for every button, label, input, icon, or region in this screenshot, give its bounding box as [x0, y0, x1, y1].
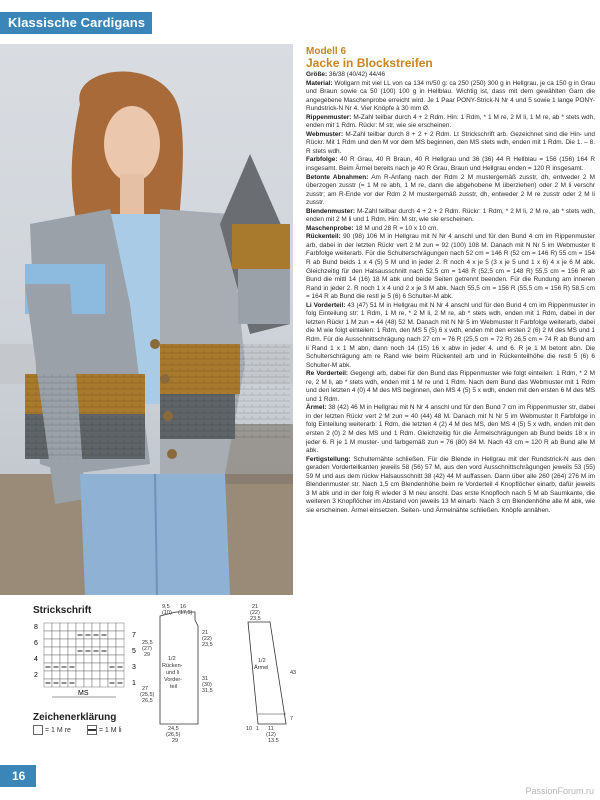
chart-cell — [68, 655, 76, 663]
sleeve-label: Ärmel — [254, 665, 269, 671]
chart-cell — [60, 623, 68, 631]
paragraph-weave: Webmuster: M-Zahl teilbar durch 8 + 2 + 2 Rdm. Lt Strickschrift arb. Gezeichnet sind die Hin- und Rückr. Mit 1 Rdm und den M vor dem MS beginnen, den MS stets wdh, enden mit 1 Rdm. Die 1. – 8. R stets wdh. — [306, 130, 595, 155]
chart-cell — [108, 631, 116, 639]
row-label: 4 — [34, 656, 38, 663]
chart-cell — [100, 655, 108, 663]
dim: 29 — [144, 652, 151, 658]
watermark: PassionForum.ru — [525, 786, 594, 796]
chart-cell — [108, 639, 116, 647]
legend-title: Zeichenerklärung — [33, 712, 117, 723]
model-name: Jacke in Blockstreifen — [306, 56, 433, 70]
chart-cell — [60, 639, 68, 647]
dim: 31,5 — [202, 688, 213, 694]
page-number-box — [0, 765, 36, 787]
dim: 13,5 — [268, 738, 279, 742]
chart-cell — [60, 647, 68, 655]
chart-cell — [52, 655, 60, 663]
dim: 29 — [172, 738, 179, 742]
chart-cell — [76, 623, 84, 631]
body-label: 1/2 — [168, 656, 176, 662]
row-label: 7 — [132, 632, 136, 639]
row-label: 6 — [34, 640, 38, 647]
row-label: 1 — [132, 680, 136, 687]
chart-cell — [116, 671, 124, 679]
chart-cell — [84, 671, 92, 679]
dim: 27 — [142, 686, 149, 692]
dim: 11 — [268, 726, 274, 732]
instructions-text — [306, 71, 595, 515]
model-photo — [0, 44, 293, 595]
page-number: 16 — [12, 769, 26, 783]
chart-cell — [100, 679, 108, 687]
chart-cell — [116, 631, 124, 639]
chart-cell — [100, 623, 108, 631]
dim: 10 — [246, 726, 253, 732]
chart-cell — [76, 679, 84, 687]
chart-cell — [116, 647, 124, 655]
paragraph-right-front: Re Vorderteil: Gegengl arb, dabei für den Bund das Rippenmuster wie folgt einteilen: 1 Rdm, * 2 M re, 2 M li, ab * stets wdh, enden mit 1 M re und 1 Rdm. Nach dem Bund das Webmuster mit 1 Rdm und den letzten 4 (0) 4 M des MS beginnen, den MS 4 (5) 5 x wdh, enden mit den ersten 6 M des MS und 1 Rdm. — [306, 370, 596, 403]
body-label: und li — [166, 670, 180, 676]
chart-cell — [84, 623, 92, 631]
chart-cell — [52, 631, 60, 639]
chart-cell — [76, 663, 84, 671]
chart-cell — [92, 679, 100, 687]
chart-cell — [76, 671, 84, 679]
dim: (25,5) — [140, 692, 155, 698]
chart-cell — [44, 655, 52, 663]
body-label: Vorder- — [164, 677, 183, 683]
paragraph-size: Größe: 36/38 (40/42) 44/46 — [306, 71, 386, 78]
chart-cell — [44, 623, 52, 631]
dim: (17,5) — [178, 610, 193, 616]
chart-cell — [100, 663, 108, 671]
chart-cell — [92, 655, 100, 663]
dim: 26,5 — [142, 698, 153, 704]
dim: 16 — [180, 604, 187, 610]
dim: (22) — [202, 636, 212, 642]
chart-cell — [116, 655, 124, 663]
chart-cell — [116, 639, 124, 647]
legend — [33, 725, 136, 735]
dim: (12) — [266, 732, 276, 738]
dim: 25,5 — [142, 640, 153, 646]
chart-cell — [76, 639, 84, 647]
dim: (26,5) — [166, 732, 181, 738]
chart-cell — [108, 647, 116, 655]
body-label: teil — [170, 684, 178, 690]
chart-cell — [116, 623, 124, 631]
dim: (30) — [202, 682, 212, 688]
dim: 21 — [202, 630, 209, 636]
paragraph-decrease: Betonte Abnahmen: Am R-Anfang nach der Rdm 2 M mustergemäß zusstr, dh, entweder 2 M überzogen zusstr (= 1 M re abh, 1 M re, dann die abgehobene M überziehen) oder 2 M li verschr zusstr; am R-Ende vor der Rdm 2 M mustergemäß zusstr, dh, entweder 2 M re zusstr oder 2 M li zusstr. — [306, 173, 596, 207]
chart-cell — [52, 623, 60, 631]
chart-cell — [52, 647, 60, 655]
chart-cell — [44, 639, 52, 647]
ms-label: MS — [78, 690, 89, 697]
chart-cell — [44, 671, 52, 679]
dim: (22) — [250, 610, 260, 616]
dim: 1 — [256, 726, 260, 732]
paragraph-colors: Farbfolge: 40 R Grau, 40 R Braun, 40 R Hellgrau und 36 (36) 44 R Hellblau = 156 (156) 164 R insgesamt. Beim Ärmel bereits nach je 40 R Grau, Braun und Hellgrau enden = 120 R insgesamt. — [306, 156, 595, 173]
chart-cell — [60, 655, 68, 663]
chart-cell — [52, 671, 60, 679]
dim: 21 — [252, 604, 259, 610]
dim: (27) — [142, 646, 152, 652]
chart-cell — [84, 663, 92, 671]
dim: 23,5 — [202, 642, 213, 648]
dim: 23,5 — [250, 616, 261, 622]
chart-cell — [44, 647, 52, 655]
section-title: Klassische Cardigans — [8, 15, 146, 30]
paragraph-left-front: Li Vorderteil: 43 (47) 51 M in Hellgrau mit N Nr 4 anschl und für den Bund 4 cm im Rippenmuster in folg Einteilung str: 1 Rdm, 1 M re, * 2 M li, 2 M re, ab * stets wdh, enden mit 1 Rdm, dabei in der letzten Rückr 1 M zun = 44 (48) 52 M. Danach mit N Nr 5 im Webmuster lt Farbfolge weiterarb, dabei die M wie folgt einteilen: 1 Rdm, den MS 5 (5) 6 x wdh, enden mit den ersten 2 (6) 2 M des MS und 1 Rdm. Für die Ausschnittschrägung nach 27 cm = 76 R (25,5 cm = 72 R) 26,5 cm = 74 R ab Bund am li Rand 1 x 1 M abn, dann noch 14 (15) 16 x abw in jeder 4. und 6. R je 1 M betont abn. Die Schulterschrägung am re Rand wie beim Rückenteil arb und in Rückenteilhöhe die restl 5 (6) 6 Schulter-M abk. — [306, 301, 595, 369]
dim: 9,5 — [162, 604, 170, 610]
chart-cell — [84, 655, 92, 663]
chart-cell — [68, 671, 76, 679]
chart-cell — [44, 631, 52, 639]
row-label: 5 — [132, 648, 136, 655]
chart-cell — [76, 655, 84, 663]
chart-cell — [92, 663, 100, 671]
legend-purl: = 1 M li — [87, 725, 122, 735]
chart-cell — [60, 671, 68, 679]
row-label: 2 — [34, 672, 38, 679]
chart-cell — [68, 623, 76, 631]
chart-cell — [100, 639, 108, 647]
chart-cell — [108, 623, 116, 631]
chart-cell — [84, 639, 92, 647]
dim: 43 — [290, 670, 297, 676]
chart-cell — [68, 639, 76, 647]
paragraph-rib: Rippenmuster: M-Zahl teilbar durch 4 + 2 Rdm. Hin: 1 Rdm, * 1 M re, 2 M li, 1 M re, ab * stets wdh, enden mit 1 Rdm. Rückr: M str, wie sie erscheinen. — [306, 113, 595, 130]
dim: 31 — [202, 676, 209, 682]
body-label: Rücken- — [162, 663, 183, 669]
dim: (10) — [162, 610, 172, 616]
chart-cell — [108, 671, 116, 679]
chart-cell — [68, 631, 76, 639]
chart-cell — [100, 671, 108, 679]
schematic — [140, 602, 305, 742]
sleeve-label: 1/2 — [258, 658, 266, 664]
chart-cell — [108, 655, 116, 663]
model-number: Modell 6 — [306, 46, 347, 57]
legend-knit: = 1 M re — [33, 725, 71, 735]
dim: 7 — [290, 716, 294, 722]
paragraph-band: Blendenmuster: M-Zahl teilbar durch 4 + 2 + 2 Rdm. Rückr: 1 Rdm, * 2 M li, 2 M re, ab * stets wdh, enden mit 2 M li und 1 Rdm. Hin: M str, wie sie erscheinen. — [306, 207, 595, 224]
paragraph-gauge: Maschenprobe: 18 M und 28 R = 10 x 10 cm. — [306, 224, 439, 232]
chart-cell — [68, 647, 76, 655]
chart-cell — [52, 639, 60, 647]
section-header — [0, 12, 152, 34]
dim: 24,5 — [168, 726, 179, 732]
row-label: 3 — [132, 664, 136, 671]
chart-cell — [92, 623, 100, 631]
chart-cell — [60, 631, 68, 639]
stitch-chart — [30, 615, 140, 705]
paragraph-material: Material: Wollgarn mit viel LL von ca 134 m/50 g: ca 250 (250) 300 g in Hellgrau, je ca 150 g in Grau und Braun sowie ca 50 (100) 100 g in Hellblau. Wichtig ist, dass mit dem gewählten Garn die angegebene Maschenprobe erreicht wird. Je 1 Paar PONY-Strick-N Nr 4 und 5 sowie 1 lange PONY-Rundstrick-N Nr 4. Vier Knöpfe à 30 mm Ø. — [306, 79, 595, 113]
chart-cell — [92, 639, 100, 647]
row-label: 8 — [34, 624, 38, 631]
chart-title: Strickschrift — [33, 605, 92, 616]
chart-cell — [92, 671, 100, 679]
paragraph-sleeve: Ärmel: 38 (42) 46 M in Hellgrau mit N Nr 4 anschl und für den Bund 7 cm im Rippenmuster str, dabei in der letzten Rückr vert 2 M zun = 40 (44) 48 M. Danach mit N Nr 5 im Webmuster lt Farbfolge in folg Einteilung weiterarb: 1 Rdm, die letzten 4 (2) 4 M des MS, den MS 4 (5) 5 x wdh, enden mit den ersten 2 (0) 2 M des MS und 1 Rdm. Gleichzeitig für die Ärmelschrägungen ab Bund beids 18 x in jeder 6. R je 1 M muster- und farbgemäß zun = 76 (80) 84 M. Nach 43 cm = 120 R ab Bund alle M abk. — [306, 404, 595, 455]
paragraph-back: Rückenteil: 90 (98) 106 M in Hellgrau mit N Nr 4 anschl und für den Bund 4 cm im Rippenmuster arb, dabei in der letzten Rückr vert 2 M zun = 92 (100) 108 M. Danach mit N Nr 5 im Webmuster lt Farbfolge weiterarb. Für die Schulterschrägungen nach 52 cm = 146 R (52 cm = 146 R) 55 cm = 154 R ab Bund beids 1 x 4 (5) 5 M und in jeder 2. R noch 4 x je 5 (3 x je 5 und 1 x 6) 4 x je 6 M abk. Gleichzeitig für den Halsausschnitt nach 52,5 cm = 148 R (52,5 cm = 148 R) 55,5 cm = 156 R ab Bund die mittl 14 (16) 18 M abk und beide Seiten getrennt beenden. Für die Rundung am inneren Rand in jeder 2. R noch 1 x 4 und 2 x je 3 M abk. Nach 55,5 cm = 156 R (55,5 cm = 156 R) 58,5 cm = 164 R ab Bund die restl je 5 (6) 6 Schulter-M abk. — [306, 233, 595, 301]
chart-cell — [84, 679, 92, 687]
paragraph-finishing: Fertigstellung: Schulternähte schließen. Für die Blende in Hellgrau mit der Rundstrick-N aus den geraden Vorderteilkanten jeweils 58 (56) 57 M, aus den vord Ausschnittschrägungen jeweils 53 (55) 59 M und aus dem rückw Halsausschnitt 38 (42) 44 M auffassen. Dann über alle 260 (264) 276 M im Blendenmuster str. Nach 1,5 cm Blendenhöhe beim re Vorderteil 4 Knopflöcher einarb, dafür jeweils 3 M abk und in der folg R wieder 3 M neu anschl. Das erste Knopfloch nach 5 M ab Saumkante, die weiteren 3 Knopflöcher im Abstand von jeweils 13 M einarb. Nach 3 cm Blendenhöhe alle M abk, wie sie erscheinen. Ärmel einsetzen. Seiten- und Ärmelnähte schließen. Knöpfe annähen. — [306, 455, 595, 514]
